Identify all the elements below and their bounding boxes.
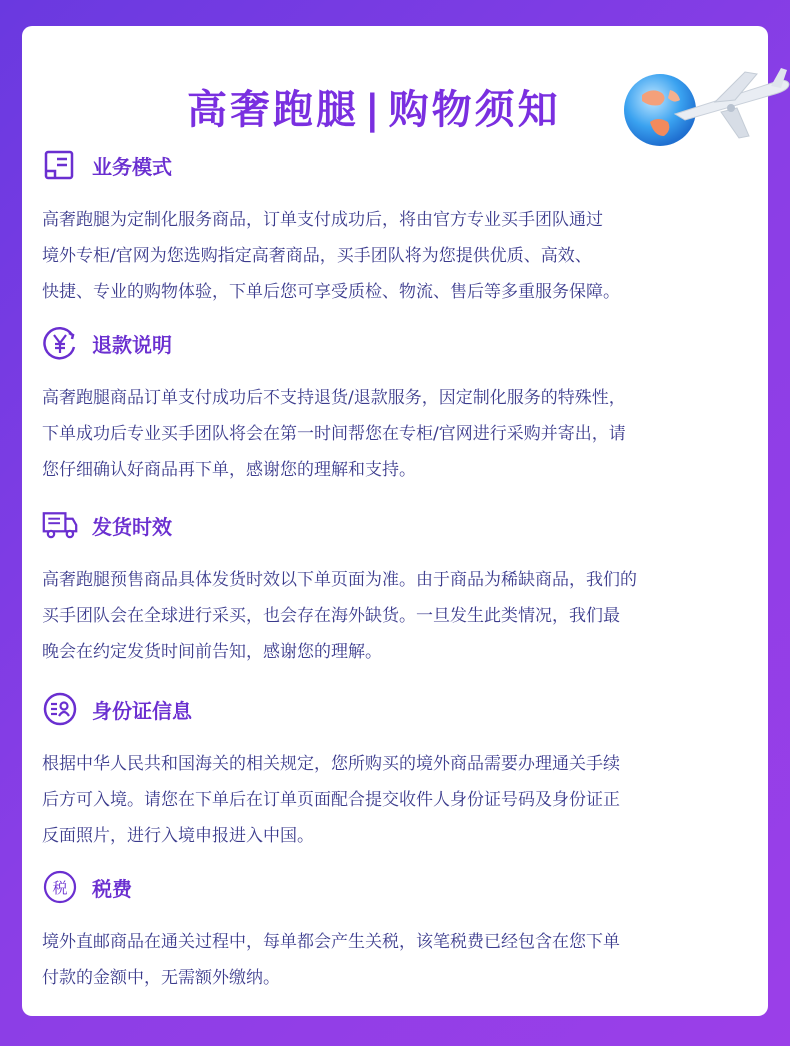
section-tax [42,870,752,996]
section-header [42,692,752,726]
section-header [42,508,752,542]
section-shipping [42,508,752,670]
yen-refund-icon [42,325,78,361]
id-card-icon [42,691,78,727]
section-header [42,148,752,182]
title-part2: 购物须知 [388,87,561,133]
section-header [42,326,752,360]
section-business-model [42,148,752,310]
section-refund [42,326,752,488]
section-body: 根据中华人民共和国海关的相关规定，您所购买的境外商品需要办理通关手续 后方可入境。请您在下单后在订单页面配合提交收件人身份证号码及身份证正 反面照片，进行入境申报进入中国。 [42,754,620,846]
tax-icon-text: 税 [52,879,68,897]
section-body: 高奢跑腿商品订单支付成功后不支持退货/退款服务，因定制化服务的特殊性， 下单成功后专业买手团队将会在第一时间帮您在专柜/官网进行采购并寄出，请 您仔细确认好商品再下单，感谢您的理解和支持。 [42,388,626,480]
section-header [42,870,752,904]
globe-airplane-icon [620,60,790,150]
notice-card [22,26,768,1016]
section-title: 发货时效 [92,514,172,539]
section-id-info [42,692,752,854]
header [22,74,768,144]
delivery-truck-icon [42,507,78,543]
section-title: 身份证信息 [92,698,192,723]
section-body: 境外直邮商品在通关过程中，每单都会产生关税，该笔税费已经包含在您下单 付款的金额中，无需额外缴纳。 [42,932,620,988]
tax-icon [42,869,78,905]
document-icon [42,147,78,183]
section-title: 税费 [92,876,132,901]
section-title: 业务模式 [92,154,172,179]
page-title [187,78,561,135]
section-body: 高奢跑腿预售商品具体发货时效以下单页面为准。由于商品为稀缺商品，我们的 买手团队会在全球进行采买，也会存在海外缺货。一旦发生此类情况，我们最 晚会在约定发货时间前告知，感谢您的理解。 [42,570,637,662]
section-body: 高奢跑腿为定制化服务商品，订单支付成功后，将由官方专业买手团队通过 境外专柜/官网为您选购指定高奢商品，买手团队将为您提供优质、高效、 快捷、专业的购物体验，下单后您可享受质检、物流、售后等多重服务保障。 [42,210,620,302]
section-title: 退款说明 [92,332,172,357]
title-part1: 高奢跑腿 [187,87,359,133]
title-separator: | [365,87,383,133]
